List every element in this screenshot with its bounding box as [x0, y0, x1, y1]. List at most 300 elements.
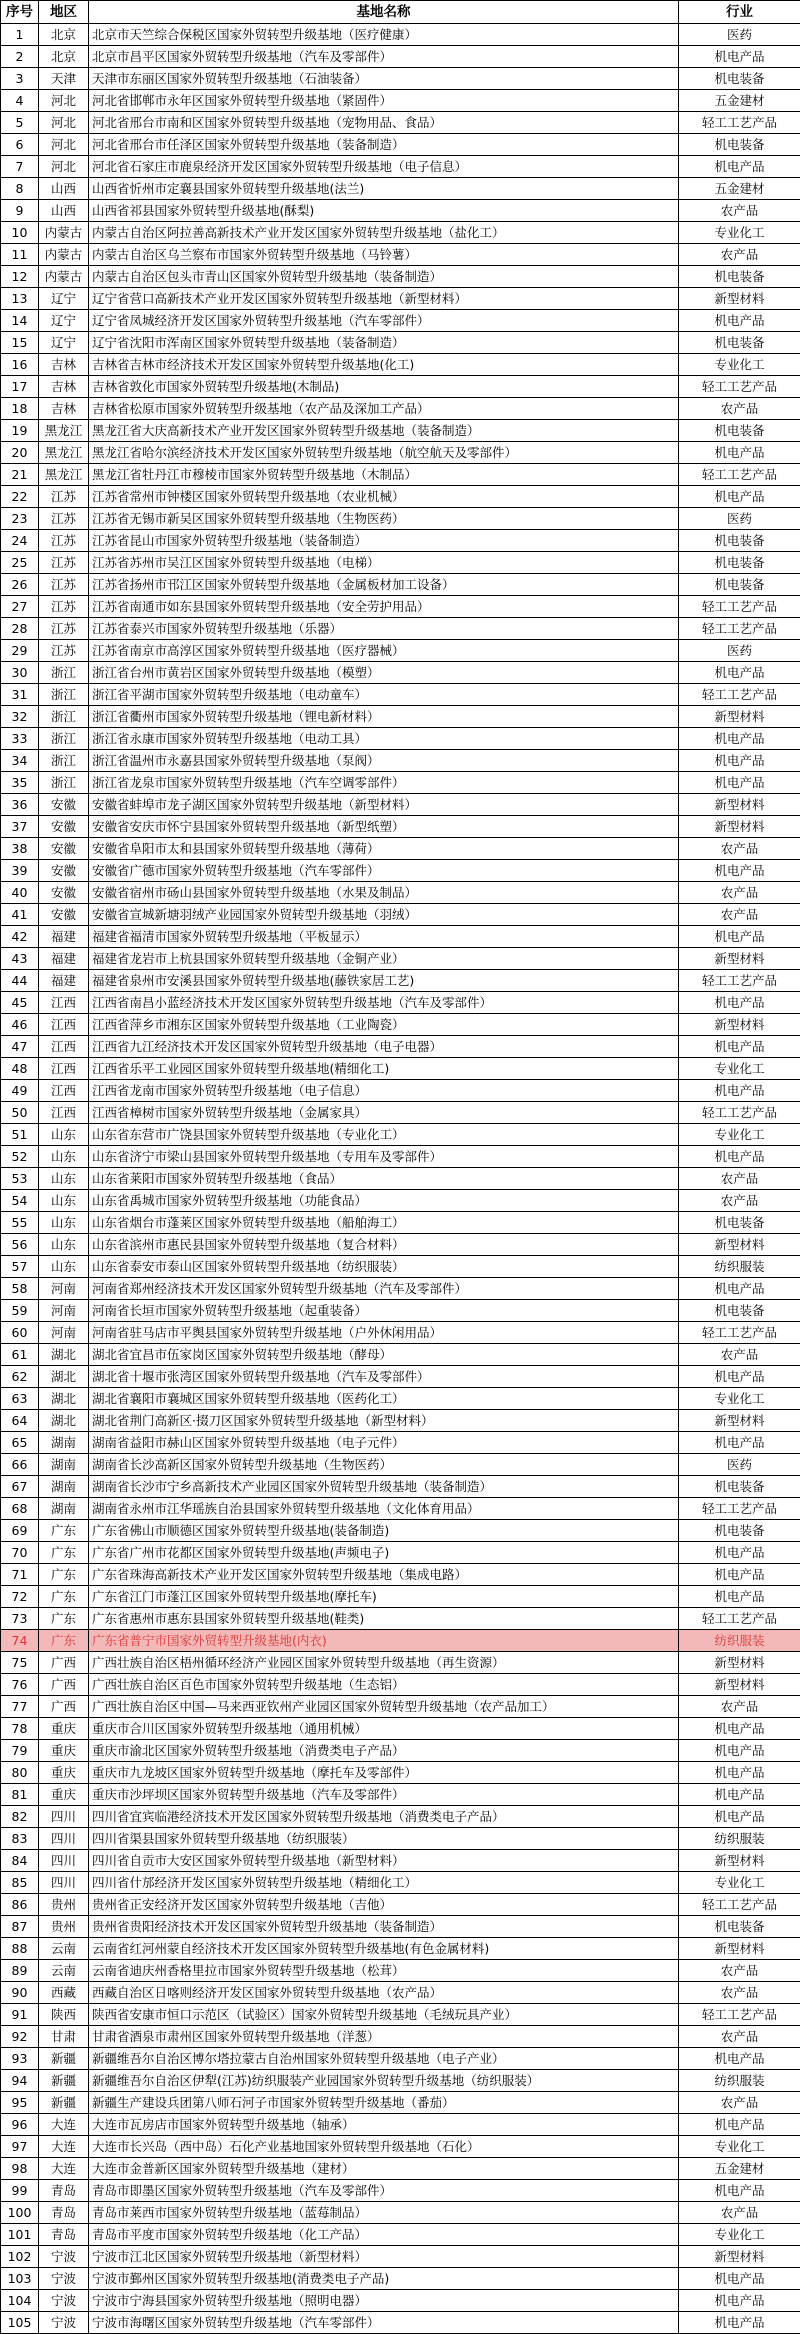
row-industry: 机电装备 [679, 68, 800, 90]
table-row [1, 816, 800, 838]
row-industry: 机电产品 [679, 1784, 800, 1806]
row-region: 宁波 [39, 2312, 89, 2334]
row-num: 39 [1, 860, 39, 882]
row-num: 32 [1, 706, 39, 728]
row-num: 22 [1, 486, 39, 508]
table-row [1, 332, 800, 354]
table-row [1, 2136, 800, 2158]
row-region: 北京 [39, 46, 89, 68]
row-name: 湖北省宜昌市伍家岗区国家外贸转型升级基地（酵母） [89, 1344, 679, 1366]
row-industry: 纺织服装 [679, 1256, 800, 1278]
row-industry: 农产品 [679, 1696, 800, 1718]
table-row [1, 112, 800, 134]
table-row [1, 970, 800, 992]
table-row [1, 728, 800, 750]
row-region: 青岛 [39, 2202, 89, 2224]
row-num: 48 [1, 1058, 39, 1080]
row-region: 江苏 [39, 618, 89, 640]
row-name: 湖北省荆门高新区·掇刀区国家外贸转型升级基地（新型材料） [89, 1410, 679, 1432]
row-region: 云南 [39, 1960, 89, 1982]
row-region: 江西 [39, 1014, 89, 1036]
row-region: 广东 [39, 1542, 89, 1564]
row-industry: 新型材料 [679, 2246, 800, 2268]
row-region: 安徽 [39, 860, 89, 882]
row-num: 80 [1, 1762, 39, 1784]
row-industry: 农产品 [679, 2092, 800, 2114]
row-num: 105 [1, 2312, 39, 2334]
row-region: 四川 [39, 1850, 89, 1872]
table-row [1, 1608, 800, 1630]
table-row [1, 1454, 800, 1476]
table-row [1, 354, 800, 376]
row-region: 大连 [39, 2114, 89, 2136]
table-row [1, 1828, 800, 1850]
table-row [1, 2004, 800, 2026]
row-region: 江西 [39, 1036, 89, 1058]
table-body [1, 24, 800, 2334]
row-region: 重庆 [39, 1762, 89, 1784]
row-name: 江西省乐平工业园区国家外贸转型升级基地(精细化工) [89, 1058, 679, 1080]
row-num: 84 [1, 1850, 39, 1872]
row-num: 2 [1, 46, 39, 68]
row-region: 安徽 [39, 838, 89, 860]
row-industry: 机电装备 [679, 420, 800, 442]
row-name: 四川省渠县国家外贸转型升级基地（纺织服装） [89, 1828, 679, 1850]
row-industry: 轻工工艺产品 [679, 464, 800, 486]
row-name: 重庆市九龙坡区国家外贸转型升级基地（摩托车及零部件） [89, 1762, 679, 1784]
row-name: 辽宁省营口高新技术产业开发区国家外贸转型升级基地（新型材料） [89, 288, 679, 310]
row-num: 100 [1, 2202, 39, 2224]
row-region: 重庆 [39, 1784, 89, 1806]
row-industry: 新型材料 [679, 1850, 800, 1872]
row-num: 102 [1, 2246, 39, 2268]
table-row [1, 1058, 800, 1080]
table-row [1, 1322, 800, 1344]
row-region: 广西 [39, 1696, 89, 1718]
row-num: 36 [1, 794, 39, 816]
table-row [1, 552, 800, 574]
header-num: 序号 [1, 1, 39, 24]
row-num: 11 [1, 244, 39, 266]
row-name: 天津市东丽区国家外贸转型升级基地（石油装备） [89, 68, 679, 90]
row-region: 广东 [39, 1564, 89, 1586]
table-row [1, 926, 800, 948]
row-name: 安徽省广德市国家外贸转型升级基地（汽车零部件） [89, 860, 679, 882]
table-row [1, 376, 800, 398]
row-region: 山东 [39, 1234, 89, 1256]
row-industry: 机电产品 [679, 1740, 800, 1762]
row-industry: 轻工工艺产品 [679, 1498, 800, 1520]
row-name: 广东省普宁市国家外贸转型升级基地(内衣) [89, 1630, 679, 1652]
row-industry: 医药 [679, 24, 800, 46]
table-row [1, 1168, 800, 1190]
table-row [1, 1652, 800, 1674]
row-name: 江西省九江经济技术开发区国家外贸转型升级基地（电子电器） [89, 1036, 679, 1058]
table-row [1, 640, 800, 662]
table-row [1, 288, 800, 310]
row-industry: 新型材料 [679, 794, 800, 816]
row-num: 78 [1, 1718, 39, 1740]
row-industry: 新型材料 [679, 816, 800, 838]
row-num: 62 [1, 1366, 39, 1388]
row-name: 辽宁省沈阳市浑南区国家外贸转型升级基地（装备制造） [89, 332, 679, 354]
row-num: 33 [1, 728, 39, 750]
row-industry: 新型材料 [679, 1410, 800, 1432]
table-row [1, 222, 800, 244]
table-row [1, 1344, 800, 1366]
row-industry: 农产品 [679, 200, 800, 222]
row-num: 10 [1, 222, 39, 244]
row-num: 20 [1, 442, 39, 464]
table-row [1, 266, 800, 288]
table-row [1, 464, 800, 486]
row-name: 山东省济宁市梁山县国家外贸转型升级基地（专用车及零部件） [89, 1146, 679, 1168]
row-name: 山西省忻州市定襄县国家外贸转型升级基地(法兰) [89, 178, 679, 200]
table-row [1, 948, 800, 970]
row-num: 82 [1, 1806, 39, 1828]
row-region: 广东 [39, 1608, 89, 1630]
row-num: 41 [1, 904, 39, 926]
row-num: 94 [1, 2070, 39, 2092]
row-industry: 专业化工 [679, 2224, 800, 2246]
row-name: 江西省萍乡市湘东区国家外贸转型升级基地（工业陶瓷） [89, 1014, 679, 1036]
table-row [1, 1586, 800, 1608]
row-industry: 轻工工艺产品 [679, 112, 800, 134]
row-region: 北京 [39, 24, 89, 46]
row-num: 15 [1, 332, 39, 354]
row-industry: 机电产品 [679, 156, 800, 178]
row-num: 25 [1, 552, 39, 574]
row-region: 广东 [39, 1586, 89, 1608]
row-region: 大连 [39, 2158, 89, 2180]
row-name: 江苏省扬州市邗江区国家外贸转型升级基地（金属板材加工设备） [89, 574, 679, 596]
row-num: 96 [1, 2114, 39, 2136]
table-row [1, 684, 800, 706]
table-row [1, 1234, 800, 1256]
row-industry: 机电产品 [679, 1278, 800, 1300]
row-num: 27 [1, 596, 39, 618]
table-row [1, 1190, 800, 1212]
row-industry: 机电产品 [679, 662, 800, 684]
row-num: 55 [1, 1212, 39, 1234]
row-num: 35 [1, 772, 39, 794]
row-industry: 机电产品 [679, 728, 800, 750]
row-industry: 机电装备 [679, 530, 800, 552]
row-name: 河南省驻马店市平舆县国家外贸转型升级基地（户外休闲用品） [89, 1322, 679, 1344]
row-region: 宁波 [39, 2268, 89, 2290]
table-row [1, 1938, 800, 1960]
table-row [1, 1850, 800, 1872]
row-name: 安徽省宣城新塘羽绒产业园国家外贸转型升级基地（羽绒） [89, 904, 679, 926]
row-num: 104 [1, 2290, 39, 2312]
table-row [1, 772, 800, 794]
row-industry: 新型材料 [679, 1938, 800, 1960]
row-region: 甘肃 [39, 2026, 89, 2048]
row-name: 青岛市即墨区国家外贸转型升级基地（汽车及零部件） [89, 2180, 679, 2202]
row-num: 68 [1, 1498, 39, 1520]
row-region: 辽宁 [39, 288, 89, 310]
row-num: 21 [1, 464, 39, 486]
table-row [1, 1410, 800, 1432]
row-num: 65 [1, 1432, 39, 1454]
row-industry: 新型材料 [679, 948, 800, 970]
row-name: 黑龙江省哈尔滨经济技术开发区国家外贸转型升级基地（航空航天及零部件） [89, 442, 679, 464]
table-row [1, 1564, 800, 1586]
row-num: 81 [1, 1784, 39, 1806]
row-name: 浙江省衢州市国家外贸转型升级基地（锂电新材料） [89, 706, 679, 728]
table-row [1, 1982, 800, 2004]
row-industry: 农产品 [679, 1344, 800, 1366]
row-num: 26 [1, 574, 39, 596]
row-industry: 专业化工 [679, 222, 800, 244]
row-name: 宁波市鄞州区国家外贸转型升级基地(消费类电子产品) [89, 2268, 679, 2290]
row-name: 湖北省襄阳市襄城区国家外贸转型升级基地（医药化工） [89, 1388, 679, 1410]
row-num: 53 [1, 1168, 39, 1190]
row-region: 山西 [39, 200, 89, 222]
row-name: 河北省邯郸市永年区国家外贸转型升级基地（紧固件） [89, 90, 679, 112]
table-row [1, 442, 800, 464]
row-region: 青岛 [39, 2224, 89, 2246]
row-region: 重庆 [39, 1718, 89, 1740]
row-region: 四川 [39, 1872, 89, 1894]
row-num: 14 [1, 310, 39, 332]
table-row [1, 1740, 800, 1762]
header-row [1, 1, 800, 24]
row-name: 北京市天竺综合保税区国家外贸转型升级基地（医疗健康） [89, 24, 679, 46]
row-industry: 机电产品 [679, 2312, 800, 2334]
row-region: 湖南 [39, 1454, 89, 1476]
row-name: 安徽省宿州市砀山县国家外贸转型升级基地（水果及制品） [89, 882, 679, 904]
row-region: 河南 [39, 1300, 89, 1322]
row-name: 河北省石家庄市鹿泉经济开发区国家外贸转型升级基地（电子信息） [89, 156, 679, 178]
row-num: 63 [1, 1388, 39, 1410]
row-num: 66 [1, 1454, 39, 1476]
row-name: 山东省莱阳市国家外贸转型升级基地（食品） [89, 1168, 679, 1190]
row-industry: 农产品 [679, 882, 800, 904]
row-industry: 机电装备 [679, 1300, 800, 1322]
table-row [1, 596, 800, 618]
table-row [1, 1696, 800, 1718]
table-row [1, 1432, 800, 1454]
row-region: 湖南 [39, 1498, 89, 1520]
row-industry: 机电装备 [679, 574, 800, 596]
row-industry: 机电产品 [679, 1718, 800, 1740]
row-name: 云南省红河州蒙自经济技术开发区国家外贸转型升级基地(有色金属材料) [89, 1938, 679, 1960]
row-name: 四川省什邡经济开发区国家外贸转型升级基地（精细化工） [89, 1872, 679, 1894]
row-num: 98 [1, 2158, 39, 2180]
row-name: 大连市瓦房店市国家外贸转型升级基地（轴承） [89, 2114, 679, 2136]
row-industry: 机电产品 [679, 772, 800, 794]
table-row [1, 156, 800, 178]
row-num: 43 [1, 948, 39, 970]
row-name: 北京市昌平区国家外贸转型升级基地（汽车及零部件） [89, 46, 679, 68]
row-region: 吉林 [39, 354, 89, 376]
table-row [1, 1784, 800, 1806]
row-industry: 机电产品 [679, 2180, 800, 2202]
row-industry: 新型材料 [679, 706, 800, 728]
table-row [1, 2246, 800, 2268]
table-row [1, 662, 800, 684]
row-industry: 机电产品 [679, 1080, 800, 1102]
row-name: 新疆维吾尔自治区伊犁(江苏)纺织服装产业园国家外贸转型升级基地（纺织服装） [89, 2070, 679, 2092]
row-region: 辽宁 [39, 332, 89, 354]
row-name: 陕西省安康市恒口示范区（试验区）国家外贸转型升级基地（毛绒玩具产业） [89, 2004, 679, 2026]
row-num: 85 [1, 1872, 39, 1894]
row-name: 青岛市平度市国家外贸转型升级基地（化工产品） [89, 2224, 679, 2246]
row-num: 92 [1, 2026, 39, 2048]
row-num: 4 [1, 90, 39, 112]
row-name: 江苏省南京市高淳区国家外贸转型升级基地（医疗器械） [89, 640, 679, 662]
table-row [1, 1894, 800, 1916]
row-region: 黑龙江 [39, 442, 89, 464]
header-region: 地区 [39, 1, 89, 24]
row-name: 安徽省阜阳市太和县国家外贸转型升级基地（薄荷） [89, 838, 679, 860]
row-industry: 机电产品 [679, 1586, 800, 1608]
row-region: 宁波 [39, 2246, 89, 2268]
row-num: 59 [1, 1300, 39, 1322]
table-row [1, 1300, 800, 1322]
row-num: 83 [1, 1828, 39, 1850]
row-industry: 机电产品 [679, 750, 800, 772]
row-industry: 专业化工 [679, 1388, 800, 1410]
row-industry: 专业化工 [679, 2136, 800, 2158]
row-industry: 医药 [679, 1454, 800, 1476]
row-region: 山东 [39, 1212, 89, 1234]
row-region: 江苏 [39, 530, 89, 552]
row-name: 湖南省永州市江华瑶族自治县国家外贸转型升级基地（文化体育用品） [89, 1498, 679, 1520]
row-num: 93 [1, 2048, 39, 2070]
row-region: 青岛 [39, 2180, 89, 2202]
row-industry: 轻工工艺产品 [679, 596, 800, 618]
row-region: 内蒙古 [39, 222, 89, 244]
row-name: 广西壮族自治区百色市国家外贸转型升级基地（生态铝） [89, 1674, 679, 1696]
row-name: 安徽省安庆市怀宁县国家外贸转型升级基地（新型纸塑） [89, 816, 679, 838]
table-row [1, 1366, 800, 1388]
row-region: 山东 [39, 1256, 89, 1278]
row-region: 内蒙古 [39, 266, 89, 288]
table-row [1, 310, 800, 332]
row-name: 浙江省龙泉市国家外贸转型升级基地（汽车空调零部件） [89, 772, 679, 794]
row-region: 江西 [39, 1058, 89, 1080]
row-industry: 机电装备 [679, 1476, 800, 1498]
row-num: 73 [1, 1608, 39, 1630]
row-industry: 纺织服装 [679, 2070, 800, 2092]
row-name: 广东省珠海高新技术产业开发区国家外贸转型升级基地（集成电路） [89, 1564, 679, 1586]
row-region: 湖北 [39, 1410, 89, 1432]
row-industry: 专业化工 [679, 1872, 800, 1894]
row-name: 甘肃省酒泉市肃州区国家外贸转型升级基地（洋葱） [89, 2026, 679, 2048]
row-name: 河北省邢台市任泽区国家外贸转型升级基地（装备制造） [89, 134, 679, 156]
table-row [1, 2224, 800, 2246]
row-num: 18 [1, 398, 39, 420]
row-num: 88 [1, 1938, 39, 1960]
row-region: 黑龙江 [39, 464, 89, 486]
row-name: 贵州省贵阳经济技术开发区国家外贸转型升级基地（装备制造） [89, 1916, 679, 1938]
row-region: 河北 [39, 156, 89, 178]
row-industry: 机电装备 [679, 1212, 800, 1234]
row-name: 重庆市合川区国家外贸转型升级基地（通用机械） [89, 1718, 679, 1740]
row-num: 5 [1, 112, 39, 134]
table-row [1, 1916, 800, 1938]
row-region: 贵州 [39, 1916, 89, 1938]
table-row [1, 398, 800, 420]
row-num: 24 [1, 530, 39, 552]
row-name: 山东省泰安市泰山区国家外贸转型升级基地（纺织服装） [89, 1256, 679, 1278]
table-row [1, 1630, 800, 1652]
row-name: 贵州省正安经济开发区国家外贸转型升级基地（吉他） [89, 1894, 679, 1916]
row-name: 福建省泉州市安溪县国家外贸转型升级基地(藤铁家居工艺) [89, 970, 679, 992]
row-industry: 机电产品 [679, 1036, 800, 1058]
row-industry: 机电产品 [679, 1806, 800, 1828]
row-name: 浙江省永康市国家外贸转型升级基地（电动工具） [89, 728, 679, 750]
row-region: 湖北 [39, 1344, 89, 1366]
row-name: 四川省宜宾临港经济技术开发区国家外贸转型升级基地（消费类电子产品） [89, 1806, 679, 1828]
row-name: 江西省南昌小蓝经济技术开发区国家外贸转型升级基地（汽车及零部件） [89, 992, 679, 1014]
table-row [1, 794, 800, 816]
row-num: 38 [1, 838, 39, 860]
row-num: 16 [1, 354, 39, 376]
row-industry: 轻工工艺产品 [679, 1322, 800, 1344]
row-num: 67 [1, 1476, 39, 1498]
row-region: 河北 [39, 112, 89, 134]
row-num: 37 [1, 816, 39, 838]
row-name: 吉林省吉林市经济技术开发区国家外贸转型升级基地(化工) [89, 354, 679, 376]
row-name: 山东省滨州市惠民县国家外贸转型升级基地（复合材料） [89, 1234, 679, 1256]
row-region: 山东 [39, 1146, 89, 1168]
row-name: 福建省龙岩市上杭县国家外贸转型升级基地（金铜产业） [89, 948, 679, 970]
row-name: 江西省龙南市国家外贸转型升级基地（电子信息） [89, 1080, 679, 1102]
row-industry: 轻工工艺产品 [679, 1894, 800, 1916]
row-name: 新疆维吾尔自治区博尔塔拉蒙古自治州国家外贸转型升级基地（电子产业） [89, 2048, 679, 2070]
row-name: 广东省佛山市顺德区国家外贸转型升级基地(装备制造) [89, 1520, 679, 1542]
row-name: 湖南省益阳市赫山区国家外贸转型升级基地（电子元件） [89, 1432, 679, 1454]
table-row [1, 838, 800, 860]
row-name: 黑龙江省大庆高新技术产业开发区国家外贸转型升级基地（装备制造） [89, 420, 679, 442]
row-name: 江苏省泰兴市国家外贸转型升级基地（乐器） [89, 618, 679, 640]
row-num: 103 [1, 2268, 39, 2290]
row-name: 广东省惠州市惠东县国家外贸转型升级基地(鞋类) [89, 1608, 679, 1630]
row-num: 28 [1, 618, 39, 640]
row-industry: 机电装备 [679, 134, 800, 156]
table-row [1, 2180, 800, 2202]
row-industry: 轻工工艺产品 [679, 1608, 800, 1630]
row-num: 97 [1, 2136, 39, 2158]
row-region: 江苏 [39, 596, 89, 618]
row-industry: 农产品 [679, 244, 800, 266]
row-industry: 新型材料 [679, 1674, 800, 1696]
table-row [1, 1476, 800, 1498]
row-num: 77 [1, 1696, 39, 1718]
row-name: 西藏自治区日喀则经济开发区国家外贸转型升级基地（农产品） [89, 1982, 679, 2004]
row-region: 内蒙古 [39, 244, 89, 266]
table-row [1, 486, 800, 508]
row-region: 广东 [39, 1630, 89, 1652]
row-num: 95 [1, 2092, 39, 2114]
table-row [1, 574, 800, 596]
row-name: 湖南省长沙高新区国家外贸转型升级基地（生物医药） [89, 1454, 679, 1476]
row-industry: 专业化工 [679, 1058, 800, 1080]
table-row [1, 882, 800, 904]
row-name: 山东省禹城市国家外贸转型升级基地（功能食品） [89, 1190, 679, 1212]
row-region: 河北 [39, 90, 89, 112]
table-row [1, 178, 800, 200]
table-row [1, 1278, 800, 1300]
row-num: 61 [1, 1344, 39, 1366]
row-num: 31 [1, 684, 39, 706]
table-row [1, 508, 800, 530]
row-industry: 机电产品 [679, 486, 800, 508]
row-name: 宁波市江北区国家外贸转型升级基地（新型材料） [89, 2246, 679, 2268]
